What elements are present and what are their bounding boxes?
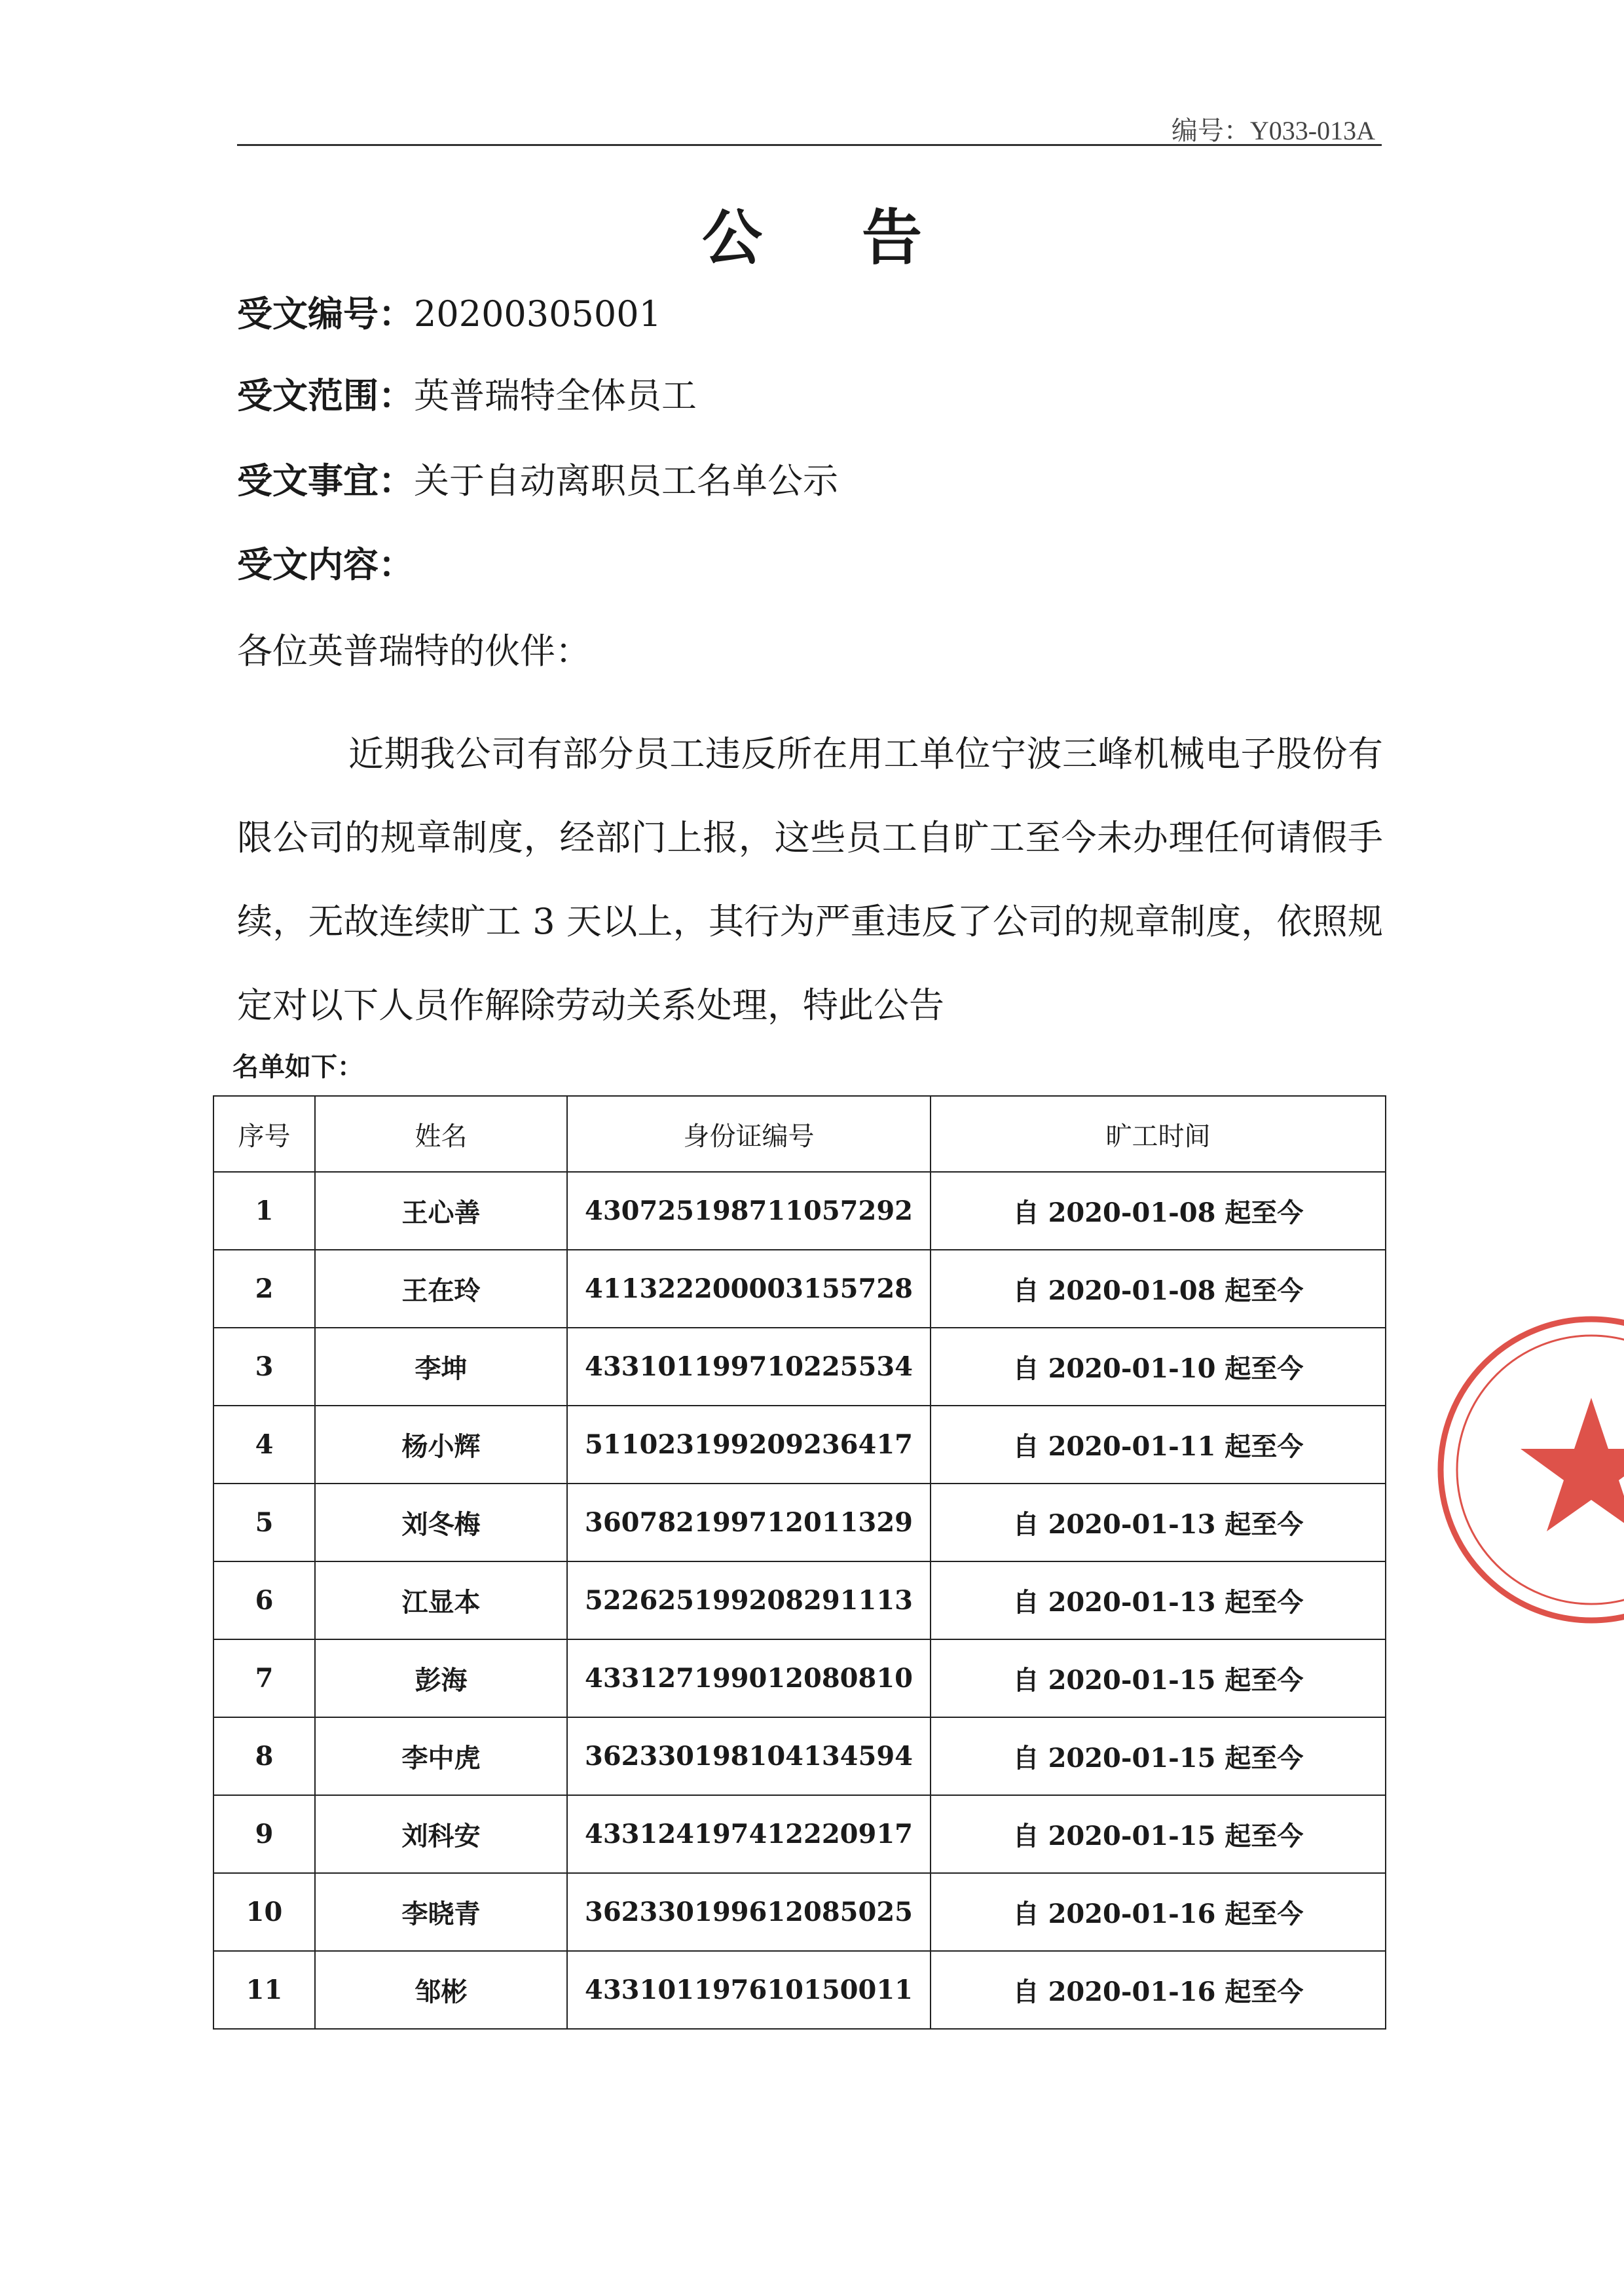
- cell-time: 自 2020-01-08 起至今: [931, 1172, 1386, 1250]
- table-row: [213, 1250, 1386, 1328]
- header-seq: 序号: [213, 1096, 315, 1172]
- cell-seq: 1: [213, 1172, 315, 1250]
- table-row: [213, 1406, 1386, 1484]
- cell-id: 433124197412220917: [567, 1795, 931, 1873]
- field-value: 20200305001: [414, 293, 661, 335]
- field-label: 受文事宜：: [237, 460, 414, 501]
- cell-seq: 7: [213, 1639, 315, 1717]
- company-seal: [1414, 1300, 1624, 1640]
- cell-id: 362330199612085025: [567, 1873, 931, 1951]
- cell-seq: 5: [213, 1484, 315, 1561]
- field-content: [237, 542, 414, 588]
- table-row: [213, 1484, 1386, 1561]
- table-header-row: [213, 1096, 1386, 1172]
- cell-name: 彭海: [315, 1639, 567, 1717]
- cell-id: 411322200003155728: [567, 1250, 931, 1328]
- table-row: [213, 1717, 1386, 1795]
- field-scope: [237, 373, 697, 419]
- cell-seq: 8: [213, 1717, 315, 1795]
- cell-name: 王在玲: [315, 1250, 567, 1328]
- table-body: [213, 1172, 1386, 2029]
- greeting: 各位英普瑞特的伙伴：: [237, 630, 591, 672]
- cell-seq: 3: [213, 1328, 315, 1406]
- cell-name: 杨小辉: [315, 1406, 567, 1484]
- cell-name: 李晓青: [315, 1873, 567, 1951]
- cell-name: 江显本: [315, 1561, 567, 1639]
- cell-id: 360782199712011329: [567, 1484, 931, 1561]
- table-row: [213, 1639, 1386, 1717]
- table-row: [213, 1873, 1386, 1951]
- header-name: 姓名: [315, 1096, 567, 1172]
- field-label: 受文内容：: [237, 544, 414, 585]
- cell-id: 362330198104134594: [567, 1717, 931, 1795]
- table-row: [213, 1951, 1386, 2029]
- page-title: 公 告: [701, 203, 962, 273]
- cell-id: 430725198711057292: [567, 1172, 931, 1250]
- seal-stamp-icon: [1414, 1300, 1624, 1640]
- table-row: [213, 1328, 1386, 1406]
- cell-id: 433101197610150011: [567, 1951, 931, 2029]
- cell-seq: 4: [213, 1406, 315, 1484]
- list-title: 名单如下：: [232, 1052, 363, 1082]
- cell-time: 自 2020-01-13 起至今: [931, 1561, 1386, 1639]
- employee-table: [213, 1095, 1386, 2030]
- cell-id: 511023199209236417: [567, 1406, 931, 1484]
- field-doc-id: [237, 291, 661, 337]
- cell-seq: 2: [213, 1250, 315, 1328]
- cell-time: 自 2020-01-15 起至今: [931, 1639, 1386, 1717]
- cell-time: 自 2020-01-15 起至今: [931, 1795, 1386, 1873]
- field-label: 受文范围：: [237, 375, 414, 416]
- body-paragraph: 近期我公司有部分员工违反所在用工单位宁波三峰机械电子股份有限公司的规章制度，经部门上报，这些员工自旷工至今未办理任何请假手续，无故连续旷工 3 天以上，其行为严重违反了公司的规章制度，依照规定对以下人员作解除劳动关系处理，特此公告: [237, 733, 1383, 1026]
- cell-id: 522625199208291113: [567, 1561, 931, 1639]
- cell-time: 自 2020-01-10 起至今: [931, 1328, 1386, 1406]
- header-divider: [237, 144, 1382, 146]
- cell-name: 李坤: [315, 1328, 567, 1406]
- cell-time: 自 2020-01-11 起至今: [931, 1406, 1386, 1484]
- cell-time: 自 2020-01-08 起至今: [931, 1250, 1386, 1328]
- field-label: 受文编号：: [237, 293, 414, 335]
- table-row: [213, 1561, 1386, 1639]
- cell-time: 自 2020-01-13 起至今: [931, 1484, 1386, 1561]
- header-time: 旷工时间: [931, 1096, 1386, 1172]
- cell-id: 433101199710225534: [567, 1328, 931, 1406]
- cell-seq: 6: [213, 1561, 315, 1639]
- field-value: 关于自动离职员工名单公示: [414, 460, 838, 501]
- cell-seq: 11: [213, 1951, 315, 2029]
- header-id: 身份证编号: [567, 1096, 931, 1172]
- table-row: [213, 1172, 1386, 1250]
- document-number: 编号：Y033-013A: [1171, 116, 1375, 145]
- cell-seq: 10: [213, 1873, 315, 1951]
- cell-name: 王心善: [315, 1172, 567, 1250]
- cell-name: 刘冬梅: [315, 1484, 567, 1561]
- cell-time: 自 2020-01-16 起至今: [931, 1951, 1386, 2029]
- cell-name: 刘科安: [315, 1795, 567, 1873]
- cell-seq: 9: [213, 1795, 315, 1873]
- cell-time: 自 2020-01-15 起至今: [931, 1717, 1386, 1795]
- cell-time: 自 2020-01-16 起至今: [931, 1873, 1386, 1951]
- field-value: 英普瑞特全体员工: [414, 375, 697, 416]
- table-row: [213, 1795, 1386, 1873]
- cell-name: 李中虎: [315, 1717, 567, 1795]
- field-subject: [237, 458, 838, 504]
- cell-name: 邹彬: [315, 1951, 567, 2029]
- cell-id: 433127199012080810: [567, 1639, 931, 1717]
